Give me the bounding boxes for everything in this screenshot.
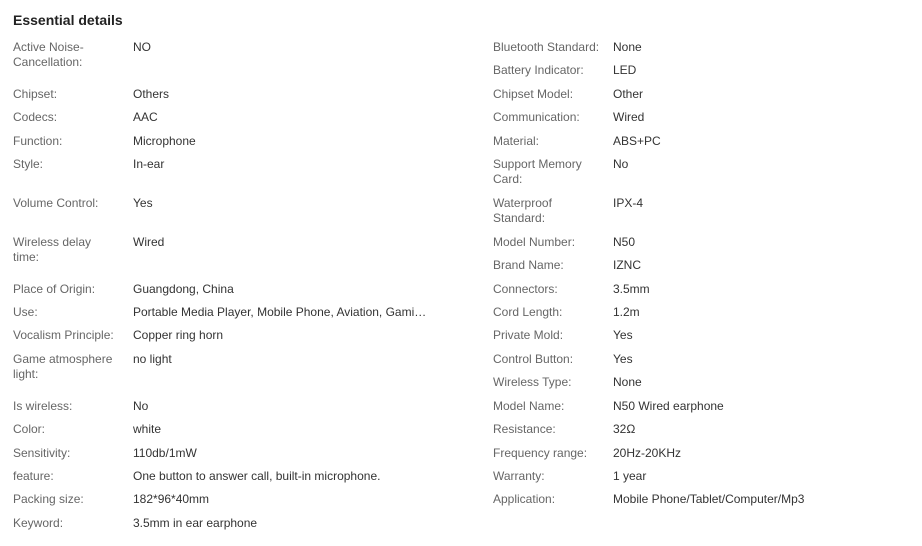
detail-row	[493, 422, 913, 446]
detail-value: Yes	[133, 196, 153, 210]
detail-label: Private Mold:	[493, 328, 564, 342]
detail-row	[13, 352, 473, 399]
detail-row	[493, 235, 913, 258]
detail-value: 32Ω	[613, 422, 636, 436]
detail-value: Yes	[613, 352, 633, 366]
detail-value: IZNC	[613, 258, 641, 272]
detail-label: Chipset:	[13, 87, 58, 101]
detail-row	[493, 305, 913, 328]
detail-label: Sensitivity:	[13, 446, 71, 460]
detail-label: Connectors:	[493, 282, 558, 296]
detail-row	[493, 399, 913, 422]
detail-value: None	[613, 40, 642, 54]
detail-row	[13, 157, 473, 196]
detail-value: Wired	[133, 235, 165, 249]
detail-value: no light	[133, 352, 172, 366]
detail-row	[493, 258, 913, 282]
detail-label: Communication:	[493, 110, 580, 124]
detail-label: Warranty:	[493, 469, 545, 483]
detail-row	[493, 375, 913, 399]
detail-row	[493, 40, 913, 63]
detail-value: One button to answer call, built-in microphone.	[133, 469, 381, 483]
detail-value: Copper ring horn	[133, 328, 224, 342]
detail-row	[13, 446, 473, 469]
detail-row	[493, 134, 913, 157]
details-column-left	[13, 40, 473, 536]
detail-label: Volume Control:	[13, 196, 99, 210]
detail-value: NO	[133, 40, 151, 54]
detail-label: Model Name:	[493, 399, 565, 413]
detail-label: Keyword:	[13, 516, 64, 530]
detail-value: Wired	[613, 110, 645, 124]
detail-row	[13, 196, 473, 235]
detail-value: 3.5mm	[613, 282, 650, 296]
detail-row	[13, 328, 473, 352]
detail-row	[13, 492, 473, 516]
detail-row	[13, 469, 473, 492]
detail-label: Style:	[13, 157, 44, 171]
detail-label: Cord Length:	[493, 305, 563, 319]
detail-label: Battery Indicator:	[493, 63, 584, 77]
detail-row	[13, 134, 473, 157]
detail-value: N50 Wired earphone	[613, 399, 724, 413]
detail-label: Packing size:	[13, 492, 84, 506]
detail-value: No	[613, 157, 629, 171]
detail-row	[13, 399, 473, 422]
detail-label: Function:	[13, 134, 63, 148]
detail-label: Active Noise-Cancellation:	[13, 40, 84, 69]
detail-value: In-ear	[133, 157, 165, 171]
detail-value: 1 year	[613, 469, 647, 483]
detail-row	[493, 87, 913, 110]
detail-value: AAC	[133, 110, 158, 124]
detail-label: Wireless Type:	[493, 375, 572, 389]
detail-value: Others	[133, 87, 170, 101]
detail-label: Is wireless:	[13, 399, 73, 413]
detail-value: 110db/1mW	[133, 446, 197, 460]
detail-row	[493, 110, 913, 134]
detail-value: Other	[613, 87, 644, 101]
detail-row	[13, 282, 473, 305]
detail-label: feature:	[13, 469, 54, 483]
detail-row	[493, 282, 913, 305]
detail-row	[493, 352, 913, 375]
detail-value: None	[613, 375, 642, 389]
detail-value: ABS+PC	[613, 134, 661, 148]
detail-row	[13, 235, 473, 282]
detail-row	[13, 87, 473, 110]
detail-row	[493, 63, 913, 87]
detail-label: Brand Name:	[493, 258, 564, 272]
detail-row	[493, 196, 913, 235]
detail-label: Application:	[493, 492, 556, 506]
detail-value: Yes	[613, 328, 633, 342]
details-column-right	[493, 40, 913, 512]
detail-row	[493, 328, 913, 352]
detail-value: N50	[613, 235, 636, 249]
detail-label: Use:	[13, 305, 38, 319]
detail-row	[13, 422, 473, 446]
detail-value: Guangdong, China	[133, 282, 234, 296]
detail-label: Support Memory Card:	[493, 157, 582, 186]
detail-value: 3.5mm in ear earphone	[133, 516, 258, 530]
detail-label: Bluetooth Standard:	[493, 40, 600, 54]
detail-row	[493, 157, 913, 196]
section-title: Essential details	[13, 12, 123, 28]
detail-row	[493, 446, 913, 469]
detail-value: No	[133, 399, 149, 413]
detail-label: Place of Origin:	[13, 282, 96, 296]
detail-value: Mobile Phone/Tablet/Computer/Mp3	[613, 492, 805, 506]
detail-label: Frequency range:	[493, 446, 588, 460]
detail-label: Material:	[493, 134, 540, 148]
detail-row	[13, 110, 473, 134]
detail-label: Vocalism Principle:	[13, 328, 114, 342]
detail-label: Control Button:	[493, 352, 574, 366]
detail-label: Model Number:	[493, 235, 576, 249]
detail-label: Codecs:	[13, 110, 58, 124]
detail-row	[493, 469, 913, 492]
detail-row	[13, 305, 473, 328]
detail-row	[13, 40, 473, 87]
detail-value: 182*96*40mm	[133, 492, 210, 506]
detail-value: white	[133, 422, 162, 436]
detail-row	[493, 492, 913, 512]
detail-label: Color:	[13, 422, 46, 436]
detail-value: Portable Media Player, Mobile Phone, Aviation, Gami…	[133, 305, 427, 319]
detail-value: IPX-4	[613, 196, 644, 210]
detail-label: Chipset Model:	[493, 87, 574, 101]
detail-label: Waterproof Standard:	[493, 196, 552, 225]
detail-value: Microphone	[133, 134, 196, 148]
detail-value: 1.2m	[613, 305, 640, 319]
detail-row	[13, 516, 473, 536]
detail-label: Game atmosphere light:	[13, 352, 113, 381]
detail-label: Resistance:	[493, 422, 556, 436]
detail-value: LED	[613, 63, 637, 77]
detail-label: Wireless delay time:	[13, 235, 92, 264]
detail-value: 20Hz-20KHz	[613, 446, 682, 460]
